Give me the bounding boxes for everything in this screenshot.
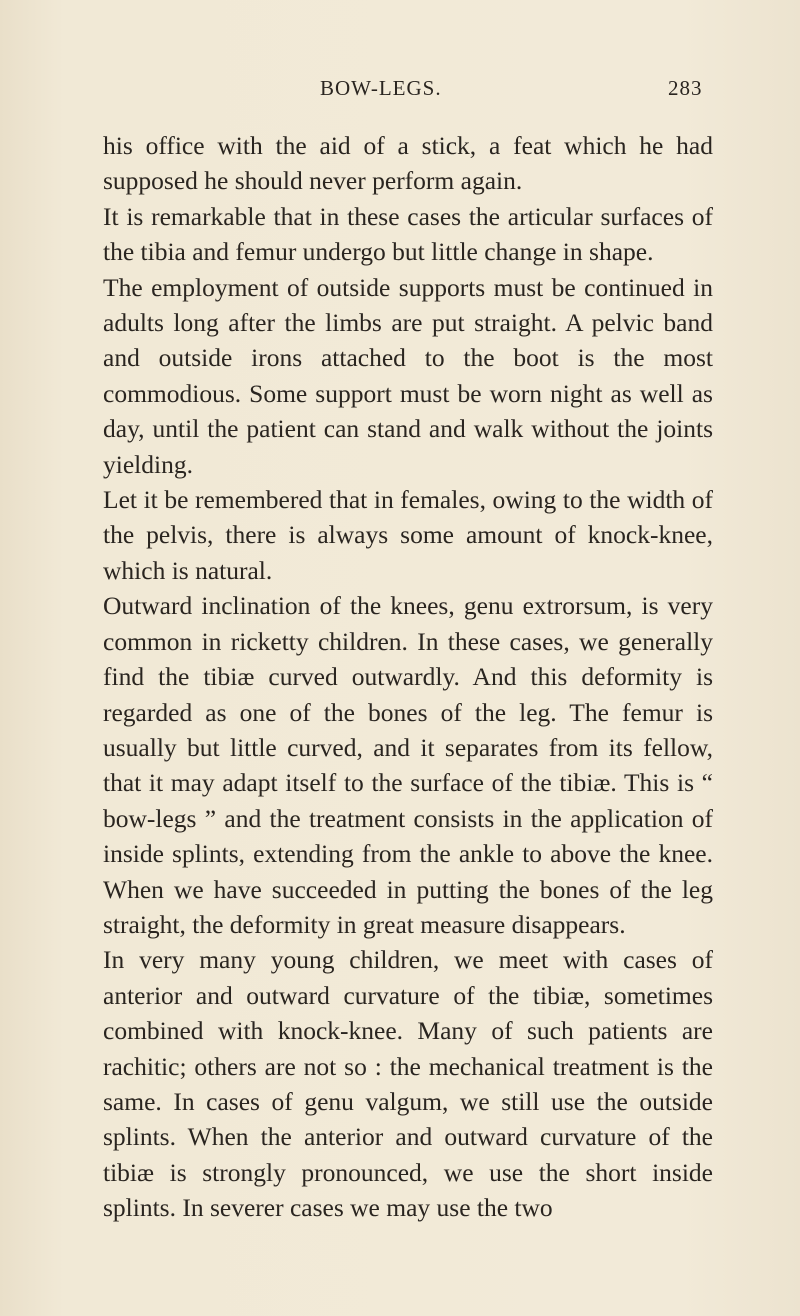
paragraph: Let it be remembered that in females, owing to the width of the pelvis, there is always some amount of knock-knee, which is natural. xyxy=(103,485,713,585)
body-text xyxy=(103,128,713,1226)
paragraph: Outward inclination of the knees, genu extrorsum, is very common in ricketty children. In these cases, we generally find the tibiæ curved outwardly. And this deformity is regarded as one of the bones of the leg. The femur is usually but little curved, and it separates from its fellow, that it may adapt itself to the surface of the tibiæ. This is “ bow-legs ” and the treatment consists in the application of inside splints, extending from the ankle to above the knee. When we have succeeded in putting the bones of the leg straight, the deformity in great measure disappears. xyxy=(103,591,713,939)
running-head xyxy=(0,76,800,116)
paragraph: The employment of outside supports must be continued in adults long after the limbs are put straight. A pelvic band and outside irons attached to the boot is the most commodious. Some support must be worn night as well as day, until the patient can stand and walk without the joints yielding. xyxy=(103,272,713,479)
running-title: BOW-LEGS. xyxy=(320,76,442,100)
paragraph: In very many young children, we meet with cases of anterior and outward curvature of the tibiæ, sometimes combined with knock-knee. Many of such patients are rachitic; others are not so : the mechanical treatment is the same. In cases of genu valgum, we still use the outside splints. When the anterior and outward curvature of the tibiæ is strongly pronounced, we use the short inside splints. In severer cases we may use the two xyxy=(103,945,713,1223)
paragraph: It is remarkable that in these cases the articular surfaces of the tibia and femur undergo but little change in shape. xyxy=(103,201,713,267)
paragraph: his office with the aid of a stick, a feat which he had supposed he should never perform again. xyxy=(103,131,713,196)
page-number: 283 xyxy=(668,76,703,100)
